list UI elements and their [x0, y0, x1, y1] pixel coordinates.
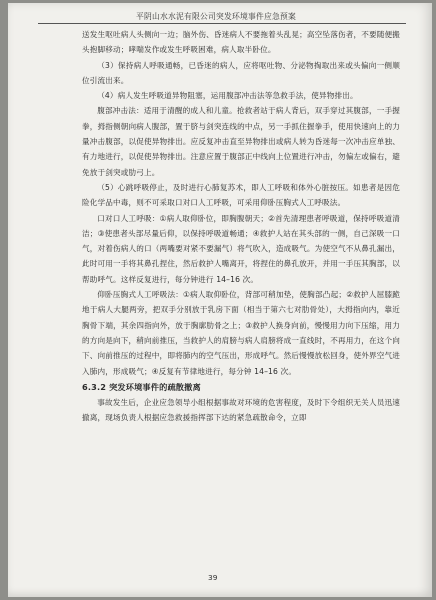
- section-title: 突发环境事件的疏散撤离: [109, 381, 201, 392]
- document-page: [8, 3, 432, 597]
- paragraph: 送发生呕吐病人头侧向一边；脑外伤、昏迷病人不要拖着头乱晃；高空坠落伤者，不要随便搬头抱脚移动；哮喘发作或发生呼吸困难，病人取半卧位。: [82, 30, 400, 55]
- paragraph: （3）保持病人呼吸通畅，已昏迷的病人，应将呕吐物、分泌物掏取出来或头偏向一侧顺位引流出来。: [82, 60, 400, 85]
- paragraph: 仰卧压胸式人工呼吸法：①病人取仰卧位，背部可稍加垫，使胸部凸起；②救护人屈膝跪地于病人大腿两旁，把双手分别放于乳房下面（相当于第六七对肋骨处），大拇指向内，靠近胸骨下端，其余四指向外，放于胸廓肋骨之上；③救护人换身向前，慢慢用力向下压缩，用力的方向是向下，稍向前推压，当救护人的肩膀与病人肩膀将成一直线时，不再用力，在这个向下、向前推压的过程中，即将肺内的空气压出，形成呼气。然后慢慢放松回身，使外界空气进入肺内，形成吸气；④反复有节律地进行，每分钟 14–16 次。: [82, 290, 400, 376]
- paragraph: （4）病人发生呼吸道异物阻塞，运用腹部冲击法等急救手法，使异物排出。: [97, 91, 358, 101]
- paragraph: 腹部冲击法：适用于清醒的成人和儿童。抢救者站于病人背后，双手穿过其腹部，一手握拳，拇指侧朝向病人腹部，置于脐与剑突连线的中点，另一手抓住握拳手，使用快速向上的力量冲击腹部，以促使异物排出。应反复冲击直至异物排出或病人转为昏迷每一次冲击应单独、有力地进行，以促使异物排出。注意应置于腹部正中线向上位置进行冲击，勿偏左或偏右，避免放于剑突或肋弓上。: [82, 106, 400, 177]
- paragraph: 口对口人工呼吸：①病人取仰卧位，即胸腹朝天；②首先清理患者呼吸道，保持呼吸道清洁；③使患者头部尽量后仰，以保持呼吸道畅通；④救护人站在其头部的一侧，自己深吸一口气，对着伤病人的口（两嘴要对紧不要漏气）将气吹入，造成吸气。为使空气不从鼻孔漏出，此时可用一手将其鼻孔捏住，然后救护人嘴离开，将捏住的鼻孔放开，并用一手压其胸部，以帮助呼气。这样反复进行，每分钟进行 14–16 次。: [82, 213, 400, 284]
- page-header: 平阴山水水泥有限公司突发环境事件应急预案: [136, 12, 296, 21]
- section-number: 6.3.2: [82, 381, 107, 392]
- header-rule: [38, 23, 406, 24]
- page-number: 39: [208, 573, 218, 582]
- paragraph: （5）心跳呼吸停止，及时进行心肺复苏术，即人工呼吸和体外心脏按压。如患者是因危险化学品中毒，则不可采取口对口人工呼吸，可采用仰卧压胸式人工呼吸法。: [82, 182, 400, 208]
- document-body: [82, 27, 400, 426]
- paragraph: 事故发生后，企业应急领导小组根据事故对环境的危害程度，及时下令组织无关人员迅速撤离，现场负责人根据应急救援指挥部下达的紧急疏散命令，立即: [82, 398, 400, 423]
- section-heading: [82, 380, 400, 395]
